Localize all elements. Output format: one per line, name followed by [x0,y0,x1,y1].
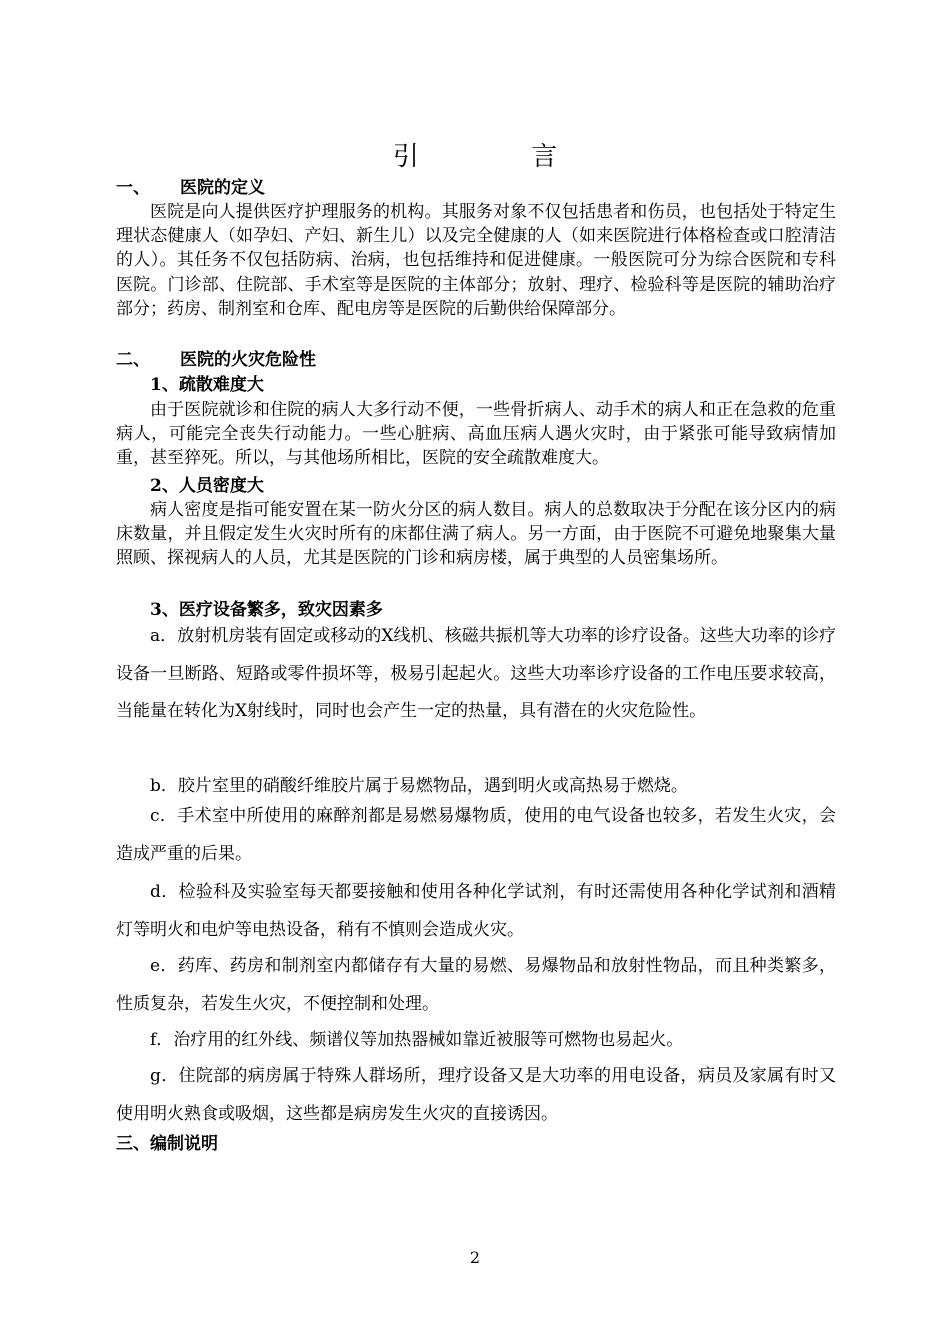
section-title: 医院的定义 [180,178,265,198]
section-number: 二、 [116,350,150,370]
section-number: 一、 [116,178,150,198]
subsection-3-heading: 3、医疗设备繁多，致灾因素多 [150,600,383,620]
subsection-1-heading: 1、疏散难度大 [150,375,264,395]
item-c-paragraph: c．手术室中所使用的麻醉剂都是易燃易爆物质，使用的电气设备也较多，若发生火灾，会造成严重的后果。 [116,806,836,864]
item-a-paragraph: a．放射机房装有固定或移动的X线机、核磁共振机等大功率的诊疗设备。这些大功率的诊疗设备一旦断路、短路或零件损坏等，极易引起起火。这些大功率诊疗设备的工作电压要求较高，当能量在转化为X射线时，同时也会产生一定的热量，具有潜在的火灾危险性。 [116,626,836,721]
section-1-paragraph: 医院是向人提供医疗护理服务的机构。其服务对象不仅包括患者和伤员，也包括处于特定生理状态健康人（如孕妇、产妇、新生儿）以及完全健康的人（如来医院进行体格检查或口腔清洁的人）。其任务不仅包括防病、治病，也包括维持和促进健康。一般医院可分为综合医院和专科医院。门诊部、住院部、手术室等是医院的主体部分；放射、理疗、检验科等是医院的辅助治疗部分；药房、制剂室和仓库、配电房等是医院的后勤供给保障部分。 [116,202,836,319]
item-e-paragraph: e．药库、药房和制剂室内都储存有大量的易燃、易爆物品和放射性物品，而且种类繁多，性质复杂，若发生火灾，不便控制和处理。 [116,956,836,1014]
item-b-paragraph: b．胶片室里的硝酸纤维胶片属于易燃物品，遇到明火或高热易于燃烧。 [150,776,688,796]
section-1-heading [116,176,265,200]
section-3-heading: 三、编制说明 [116,1134,218,1154]
item-g-paragraph: g．住院部的病房属于特殊人群场所，理疗设备又是大功率的用电设备，病员及家属有时又使用明火熟食或吸烟，这些都是病房发生火灾的直接诱因。 [116,1066,836,1124]
section-title: 医院的火灾危险性 [180,350,316,370]
item-f-paragraph: f．治疗用的红外线、频谱仪等加热器械如靠近被服等可燃物也易起火。 [150,1030,684,1050]
page-number: 2 [469,1248,481,1267]
section-2-heading [116,348,316,372]
subsection-1-paragraph: 由于医院就诊和住院的病人大多行动不便，一些骨折病人、动手术的病人和正在急救的危重病人，可能完全丧失行动能力。一些心脏病、高血压病人遇火灾时，由于紧张可能导致病情加重，甚至猝死。所以，与其他场所相比，医院的安全疏散难度大。 [116,400,836,469]
page-title: 引 言 [392,142,610,172]
item-d-paragraph: d．检验科及实验室每天都要接触和使用各种化学试剂，有时还需使用各种化学试剂和酒精灯等明火和电炉等电热设备，稍有不慎则会造成火灾。 [116,882,836,940]
subsection-2-heading: 2、人员密度大 [150,476,264,496]
subsection-2-paragraph: 病人密度是指可能安置在某一防火分区的病人数目。病人的总数取决于分配在该分区内的病床数量，并且假定发生火灾时所有的床都住满了病人。另一方面，由于医院不可避免地聚集大量照顾、探视病人的人员，尤其是医院的门诊和病房楼，属于典型的人员密集场所。 [116,500,836,569]
